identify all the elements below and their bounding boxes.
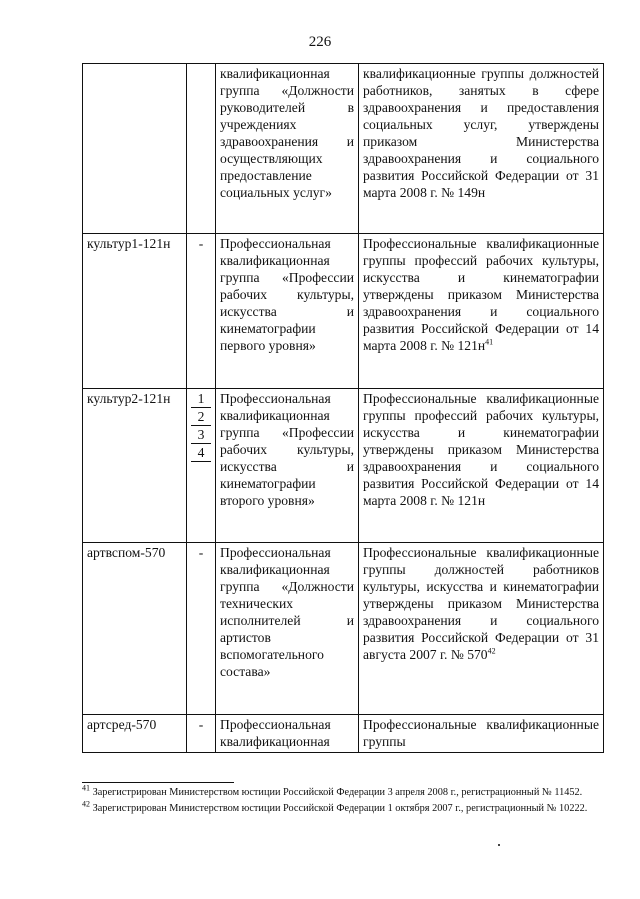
footnotes bbox=[82, 783, 604, 817]
footnote-mark: 41 bbox=[82, 783, 90, 793]
table-row bbox=[83, 389, 604, 543]
document-text: Профессиональные квалификационные группы профессий рабочих культуры, искусства и кинематографии утверждены приказом Министерства здравоохранения и социального развития Российской Федерации от 14 марта 2008 г. № 121н bbox=[363, 391, 599, 508]
group-code-cell: культур1-121н bbox=[83, 234, 187, 389]
level-cell bbox=[187, 715, 216, 753]
footnote-mark: 42 bbox=[82, 799, 90, 809]
level-dash: - bbox=[198, 236, 204, 251]
level-dash: - bbox=[198, 717, 204, 732]
group-code-cell: артсред-570 bbox=[83, 715, 187, 753]
group-code-cell: артвспом-570 bbox=[83, 543, 187, 715]
document-cell bbox=[359, 715, 604, 753]
page-number: 226 bbox=[308, 34, 332, 50]
document-text: Профессиональные квалификационные группы bbox=[363, 717, 599, 749]
footnote-ref[interactable]: 41 bbox=[485, 337, 494, 347]
level-cell bbox=[187, 543, 216, 715]
footnote-41 bbox=[82, 783, 604, 800]
level-dash: - bbox=[198, 545, 204, 560]
qualification-table bbox=[82, 63, 604, 753]
group-code-cell: культур2-121н bbox=[83, 389, 187, 543]
table-row bbox=[83, 543, 604, 715]
group-name-cell: Профессиональная квалификационная bbox=[216, 715, 359, 753]
document-cell bbox=[359, 543, 604, 715]
level-cell bbox=[187, 64, 216, 234]
table-row bbox=[83, 234, 604, 389]
level-1: 1 bbox=[191, 390, 211, 408]
group-name-cell: Профессиональная квалификационная группа «Профессии рабочих культуры, искусства и кинематографии второго уровня» bbox=[216, 389, 359, 543]
document-cell bbox=[359, 64, 604, 234]
document-cell bbox=[359, 234, 604, 389]
level-2: 2 bbox=[191, 408, 211, 426]
table-row bbox=[83, 715, 604, 753]
document-text: Профессиональные квалификационные группы должностей работников культуры, искусства и кинематографии утверждены приказом Министерства здравоохранения и социального развития Российской Федерации от 31 августа 2007 г. № 570 bbox=[363, 545, 599, 662]
level-cell bbox=[187, 234, 216, 389]
table-row bbox=[83, 64, 604, 234]
document-cell bbox=[359, 389, 604, 543]
document-text: квалификационные группы должностей работников, занятых в сфере здравоохранения и предоставления социальных услуг, утверждены приказом Министерства здравоохранения и социального развития Российской Федерации от 31 марта 2008 г. № 149н bbox=[363, 66, 599, 200]
group-name-cell: квалификационная группа «Должности руководителей в учреждениях здравоохранения и осуществляющих предоставление социальных услуг» bbox=[216, 64, 359, 234]
level-cell bbox=[187, 389, 216, 543]
scan-speck bbox=[498, 844, 500, 846]
footnote-ref[interactable]: 42 bbox=[487, 646, 496, 656]
footnote-text: Зарегистрирован Министерством юстиции Российской Федерации 3 апреля 2008 г., регистрационный № 11452. bbox=[92, 787, 583, 798]
group-code-cell bbox=[83, 64, 187, 234]
footnote-divider bbox=[82, 782, 234, 783]
group-name-cell: Профессиональная квалификационная группа «Профессии рабочих культуры, искусства и кинематографии первого уровня» bbox=[216, 234, 359, 389]
level-3: 3 bbox=[191, 426, 211, 444]
footnote-42 bbox=[82, 799, 604, 816]
level-4: 4 bbox=[191, 444, 211, 462]
footnote-text: Зарегистрирован Министерством юстиции Российской Федерации 1 октября 2007 г., регистрационный № 10222. bbox=[92, 802, 588, 814]
group-name-cell: Профессиональная квалификационная группа «Должности технических исполнителей и артистов вспомогательного состава» bbox=[216, 543, 359, 715]
document-text: Профессиональные квалификационные группы профессий рабочих культуры, искусства и кинематографии утверждены приказом Министерства здравоохранения и социального развития Российской Федерации от 14 марта 2008 г. № 121н bbox=[363, 236, 599, 353]
